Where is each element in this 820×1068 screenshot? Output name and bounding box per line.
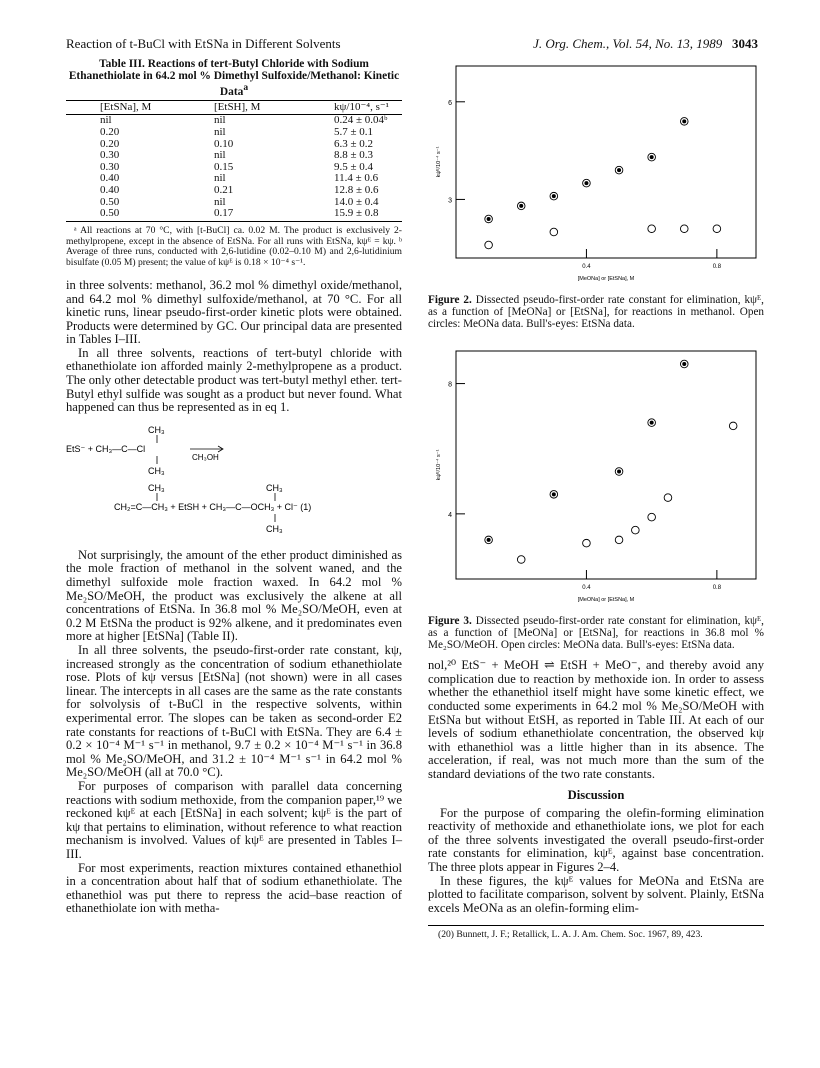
bullseye-center bbox=[650, 155, 654, 159]
table-row bbox=[66, 185, 402, 197]
data-point-etsna bbox=[485, 215, 493, 223]
data-point-etsna bbox=[680, 360, 688, 368]
y-tick-label: 3 bbox=[448, 197, 452, 205]
data-point-meona bbox=[648, 225, 656, 233]
bullseye-center bbox=[552, 492, 556, 496]
data-point-etsna bbox=[583, 179, 591, 187]
table-cell: 0.50 bbox=[100, 195, 120, 208]
bullseye-center bbox=[617, 168, 621, 172]
y-tick-label: 4 bbox=[448, 511, 452, 519]
data-point-etsna bbox=[517, 202, 525, 210]
reference-20: (20) Bunnett, J. F.; Retallick, L. A. J. Am. Chem. Soc. 1967, 89, 423. bbox=[428, 925, 764, 940]
data-point-etsna bbox=[550, 490, 558, 498]
paragraph-ethanethiol: For most experiments, reaction mixtures contained ethanethiol in a concentration about half that of sodium ethanethiolate. The ethanethiol was put there to repress the acid–base reaction of ethanethiolate ion with metha- bbox=[66, 860, 402, 916]
kinetic-data-table bbox=[66, 100, 402, 222]
bullseye-center bbox=[682, 119, 686, 123]
data-point-meona bbox=[664, 493, 672, 501]
bullseye-center bbox=[552, 194, 556, 198]
bullseye-center bbox=[584, 181, 588, 185]
table-cell: 5.7 ± 0.1 bbox=[334, 125, 374, 138]
y-tick-label: 8 bbox=[448, 381, 452, 389]
paragraph-ether-product: Not surprisingly, the amount of the ether product diminished as the mole fraction of methanol in the solvent waned, and the dimethyl sulfoxide mole fraction waxed. In 64.2 mol % Me₂SO/MeOH, the product was exclusively the alkene at all concentrations of EtSNa. In 36.8 mol % Me₂SO/MeOH, even at 0.2 M EtSNa the product is 92% alkene, and it predominates even more at higher [EtSNa] (Table II). bbox=[66, 547, 402, 644]
table-cell: 15.9 ± 0.8 bbox=[300, 208, 402, 221]
table-footnote: ᵃ All reactions at 70 °C, with [t-BuCl] ca. 0.02 M. The product is exclusively 2-methylpropene, except in the absence of EtSNa. For all runs with EtSNa, kψᴱ = kψ. ᵇ Average of three runs, conducted with 2,6-lutidine (0.02–0.10 M) and 2,6-lutidinium bisulfate (0.05 M) present; the value of kψᴱ is 0.18 × 10⁻⁴ s⁻¹. bbox=[66, 224, 402, 269]
x-tick-label: 0.8 bbox=[712, 584, 722, 591]
table-cell: 0.24 ± 0.04ᵇ bbox=[334, 114, 388, 127]
figure-3-plot bbox=[428, 345, 764, 613]
paragraph-comparison: For purposes of comparison with parallel data concerning reactions with sodium methoxide, from the companion paper,¹⁹ we reckoned kψᴱ at each [EtSNa] in each solvent; kψᴱ is the part of kψ that pertains to elimination, without reference to what reaction mechanism is involved. Values of kψᴱ are presented in Tables I–III. bbox=[66, 778, 402, 861]
table-cell: 0.40 bbox=[100, 172, 120, 185]
figure-3-caption bbox=[428, 615, 764, 652]
left-column bbox=[66, 58, 402, 916]
x-tick-label: 0.4 bbox=[582, 584, 591, 591]
table-cell: nil bbox=[214, 114, 226, 127]
data-point-etsna bbox=[550, 192, 558, 200]
eq-ch3-bottom: CH₃ bbox=[148, 465, 165, 476]
data-point-meona bbox=[517, 555, 525, 563]
paragraph-rate-constant: In all three solvents, the pseudo-first-order rate constant, kψ, increased strongly as the concentration of sodium ethanethiolate rose. Plots of kψ versus [EtSNa] (not shown) were in all cases linear. The intercepts in all cases are the same as the rate constants for solvolysis of t-BuCl in the respective solvents, within experimental error. The slopes can be taken as second-order E2 rate constants for reactions of t-BuCl with EtSNa. They are 6.4 ± 0.2 × 10⁻⁴ M⁻¹ s⁻¹ in methanol, 9.7 ± 0.2 × 10⁻⁴ M⁻¹ s⁻¹ in 36.8 mol % Me₂SO/MeOH, and 31.2 ± 10⁻⁴ M⁻¹ s⁻¹ in 64.2 mol % Me₂SO/MeOH (all at 70.0 °C). bbox=[66, 643, 402, 780]
col-header-etsh: [EtSH], M bbox=[188, 100, 300, 115]
paragraph-products: In all three solvents, reactions of tert-butyl chloride with ethanethiolate ion afforded mainly 2-methylpropene as a product. The only other detectable product was tert-butyl methyl ether. tert-Butyl ethyl sulfide was sought as a product but never found. What happened can thus be represented as in eq 1. bbox=[66, 345, 402, 415]
table-cell: nil bbox=[214, 125, 226, 138]
eq-arrow-label: CH₃OH bbox=[192, 452, 219, 462]
plot-frame bbox=[456, 351, 756, 579]
table-cell: 0.30 bbox=[100, 149, 120, 162]
table-cell: 0.20 bbox=[100, 125, 120, 138]
figure-2-label: Figure 2. bbox=[428, 294, 472, 306]
eq-products: CH₂=C—CH₃ + EtSH + CH₃—C—OCH₃ + Cl⁻ (1) bbox=[114, 501, 312, 512]
col-header-etsna: [EtSNa], M bbox=[66, 100, 188, 115]
table-cell: 0.20 bbox=[100, 137, 120, 150]
data-point-meona bbox=[550, 228, 558, 236]
data-point-meona bbox=[648, 513, 656, 521]
data-point-meona bbox=[615, 536, 623, 544]
paragraph-discussion-2: In these figures, the kψᴱ values for MeONa and EtSNa are plotted to facilitate comparison, solvent by solvent. Plainly, EtSNa excels MeONa as an olefin-forming elim- bbox=[428, 873, 764, 915]
x-axis-label: [MeONa] or [EtSNa], M bbox=[577, 276, 635, 282]
table-title-text: Table III. Reactions of tert-Butyl Chloride with Sodium Ethanethiolate in 64.2 mol % Dimethyl Sulfoxide/Methanol: Kinetic Data bbox=[68, 58, 400, 98]
eq-prod-ch3-a: CH₃ bbox=[148, 482, 165, 493]
x-axis-label: [MeONa] or [EtSNa], M bbox=[577, 596, 635, 603]
running-header-journal bbox=[533, 36, 758, 52]
paragraph-methanol-equilibrium: nol,²⁰ EtS⁻ + MeOH ⇌ EtSH + MeO⁻, and thereby avoid any complication due to reaction by methoxide ion. In order to assess whether the ethanethiol itself might have some kinetic effect, we conducted some experiments in 64.2 mol % Me₂SO/MeOH with EtSNa but without EtSH, as reported in Table III. At each of our levels of sodium ethanethiolate concentration, the observed kψ with ethanethiol was a little higher than in its absence. The acceleration, if real, was not much more than the sum of the standard deviations of the two rate constants. bbox=[428, 658, 764, 781]
table-cell: 0.21 bbox=[214, 183, 234, 196]
page-number: 3043 bbox=[732, 36, 758, 51]
data-point-meona bbox=[632, 526, 640, 534]
col-header-kpsi: kψ/10⁻⁴, s⁻¹ bbox=[300, 100, 402, 115]
table-cell: nil bbox=[100, 114, 112, 127]
table-cell: 0.15 bbox=[214, 160, 234, 173]
journal-citation: J. Org. Chem., Vol. 54, No. 13, 1989 bbox=[533, 36, 723, 51]
bullseye-center bbox=[650, 420, 654, 424]
x-tick-label: 0.4 bbox=[582, 264, 591, 270]
data-point-meona bbox=[583, 539, 591, 547]
table-title bbox=[66, 58, 402, 98]
data-point-etsna bbox=[615, 166, 623, 174]
plot-frame bbox=[456, 66, 756, 258]
table-cell: 0.50 bbox=[66, 208, 188, 221]
data-point-meona bbox=[680, 225, 688, 233]
table-title-sup: a bbox=[243, 83, 249, 93]
table-cell: nil bbox=[214, 172, 226, 185]
bullseye-center bbox=[487, 217, 491, 221]
figure-2-caption-text: Dissected pseudo-first-order rate constant for elimination, kψᴱ, as a function of [MeONa] or [EtSNa], for reactions in methanol. Open circles: MeONa data. Bull's-eyes: EtSNa data. bbox=[428, 294, 764, 331]
table-cell: 0.17 bbox=[188, 208, 300, 221]
table-cell: 0.40 bbox=[100, 183, 120, 196]
data-point-meona bbox=[713, 225, 721, 233]
bullseye-center bbox=[519, 204, 523, 208]
running-header-title: Reaction of t-BuCl with EtSNa in Different Solvents bbox=[66, 36, 341, 51]
table-cell: 6.3 ± 0.2 bbox=[334, 137, 374, 150]
eq-prod-ch3-c: CH₃ bbox=[266, 523, 283, 534]
data-point-etsna bbox=[648, 418, 656, 426]
table-row bbox=[66, 208, 402, 221]
eq-ch3-top: CH₃ bbox=[148, 424, 165, 435]
data-point-etsna bbox=[680, 118, 688, 126]
figure-2-plot bbox=[428, 60, 764, 292]
bullseye-center bbox=[617, 469, 621, 473]
table-cell: 11.4 ± 0.6 bbox=[334, 172, 379, 185]
table-cell: 12.8 ± 0.6 bbox=[334, 183, 379, 196]
table-cell: 0.10 bbox=[214, 137, 234, 150]
x-tick-label: 0.8 bbox=[712, 264, 722, 270]
table-body bbox=[66, 115, 402, 221]
y-axis-label: kψᴱ/10⁻⁴ s⁻¹ bbox=[436, 449, 442, 481]
paragraph-three-solvents: in three solvents: methanol, 36.2 mol % dimethyl oxide/methanol, and 64.2 mol % dimethyl sulfoxide/methanol, at 70 °C. For all kinetic runs, linear pseudo-first-order kinetic plots were obtained. Products were determined by GC. Our principal data are presented in Tables I–III. bbox=[66, 277, 402, 347]
table-cell: 9.5 ± 0.4 bbox=[334, 160, 374, 173]
bullseye-center bbox=[487, 538, 491, 542]
table-cell: 14.0 ± 0.4 bbox=[334, 195, 379, 208]
table-cell: 8.8 ± 0.3 bbox=[334, 149, 374, 162]
table-cell: nil bbox=[214, 195, 226, 208]
data-point-meona bbox=[485, 241, 493, 249]
y-axis-label: kψᴱ/10⁻⁴ s⁻¹ bbox=[436, 146, 442, 178]
right-column bbox=[428, 58, 764, 940]
data-point-etsna bbox=[485, 536, 493, 544]
figure-2-caption bbox=[428, 294, 764, 331]
paragraph-discussion-1: For the purpose of comparing the olefin-forming elimination reactivity of methoxide and ethanethiolate ions, we plot for each of the three solvents investigated the overall pseudo-first-order rate constants for elimination, kψᴱ, against base concentration. The three plots appear in Figures 2–4. bbox=[428, 805, 764, 874]
eq-prod-ch3-b: CH₃ bbox=[266, 482, 283, 493]
figure-3-caption-text: Dissected pseudo-first-order rate constant for elimination, kψᴱ, as a function of [MeONa] or [EtSNa], for reactions in 36.8 mol % Me₂SO/MeOH. Open circles: MeONa data. Bull's-eyes: EtSNa data. bbox=[428, 614, 764, 652]
y-tick-label: 6 bbox=[448, 99, 452, 107]
data-point-etsna bbox=[615, 467, 623, 475]
equation-1 bbox=[66, 419, 402, 545]
table-row bbox=[66, 127, 402, 139]
eq-reactants: EtS⁻ + CH₃—C—Cl bbox=[66, 443, 146, 454]
table-header-row bbox=[66, 100, 402, 115]
figure-3-label: Figure 3. bbox=[428, 614, 472, 627]
section-title-discussion: Discussion bbox=[567, 787, 625, 802]
bullseye-center bbox=[682, 362, 686, 366]
table-cell: nil bbox=[214, 149, 226, 162]
table-cell: 0.30 bbox=[100, 160, 120, 173]
data-point-etsna bbox=[648, 153, 656, 161]
data-point-meona bbox=[729, 422, 737, 430]
